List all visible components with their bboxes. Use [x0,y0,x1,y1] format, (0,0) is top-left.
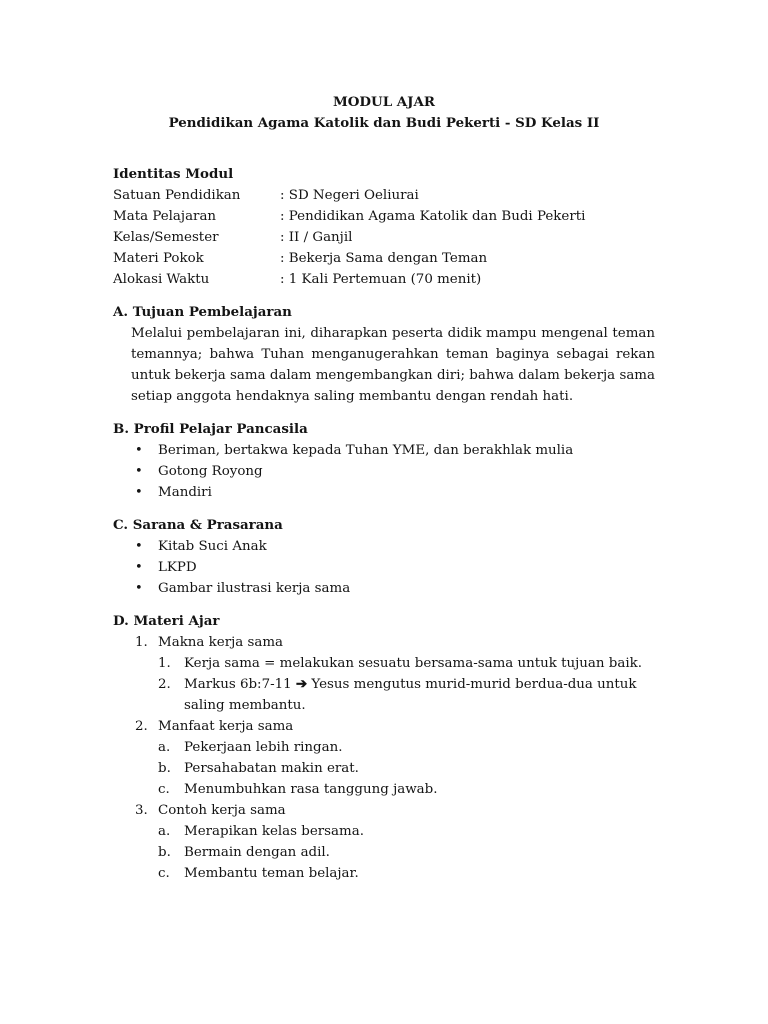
tujuan-heading: A. Tujuan Pembelajaran [113,304,292,320]
item-number: 3. [135,803,148,818]
subitem-number: 1. [158,656,171,671]
subitem-text: Pekerjaan lebih ringan. [184,740,343,755]
identitas-row [113,185,655,206]
sarana-list [113,536,655,599]
subitem-text: Merapikan kelas bersama. [184,824,364,839]
materi-item [113,800,655,884]
identitas-table [113,185,655,290]
subitem-text: Menumbuhkan rasa tanggung jawab. [184,782,438,797]
list-item-text: Kitab Suci Anak [158,539,267,554]
list-item [113,557,655,578]
subitem-number: b. [158,845,171,860]
subitem-text: Bermain dengan adil. [184,845,330,860]
materi-subitem [158,821,655,842]
list-item-text: Gambar ilustrasi kerja sama [158,581,351,596]
subitem-number: c. [158,866,170,881]
list-item-text: Beriman, bertakwa kepada Tuhan YME, dan berakhlak mulia [158,443,574,458]
identitas-value: : SD Negeri Oeliurai [280,188,419,203]
bullet-icon: • [135,485,143,500]
identitas-value: : Pendidikan Agama Katolik dan Budi Pekerti [280,209,586,224]
bullet-icon: • [135,581,143,596]
materi-item-label: Makna kerja sama [158,635,284,650]
materi-sublist [158,737,655,800]
subitem-number: b. [158,761,171,776]
list-item-text: LKPD [158,560,197,575]
item-number: 2. [135,719,148,734]
title-line-1: MODUL AJAR [332,94,436,110]
materi-subitem [158,863,655,884]
item-number: 1. [135,635,148,650]
list-item [113,578,655,599]
identitas-key: Satuan Pendidikan [113,188,241,203]
identitas-row [113,248,655,269]
materi-subitem [158,737,655,758]
materi-subitem [158,674,655,716]
subitem-number: 2. [158,677,171,692]
list-item [113,461,655,482]
bullet-icon: • [135,560,143,575]
materi-item [113,716,655,800]
materi-item-label: Manfaat kerja sama [158,719,294,734]
document-title [113,92,655,134]
arrow-right-icon: ➔ [295,676,308,692]
profil-heading: B. Profil Pelajar Pancasila [113,421,308,437]
identitas-value: : II / Ganjil [280,230,353,245]
bullet-icon: • [135,443,143,458]
identitas-row [113,269,655,290]
list-item-text: Gotong Royong [158,464,263,479]
profil-list [113,440,655,503]
materi-subitem [158,779,655,800]
subitem-number: a. [158,740,171,755]
identitas-heading: Identitas Modul [113,166,234,182]
bullet-icon: • [135,464,143,479]
list-item [113,536,655,557]
identitas-key: Kelas/Semester [113,230,219,245]
materi-subitem [158,758,655,779]
materi-item-label: Contoh kerja sama [158,803,286,818]
subitem-text: Persahabatan makin erat. [184,761,359,776]
materi-heading: D. Materi Ajar [113,613,220,629]
identitas-row [113,227,655,248]
identitas-row [113,206,655,227]
subitem-text-after: Yesus mengutus murid-murid berdua-dua untuk saling membantu. [184,677,637,713]
materi-subitem [158,842,655,863]
materi-sublist [158,653,655,716]
materi-sublist [158,821,655,884]
identitas-value: : Bekerja Sama dengan Teman [280,251,488,266]
bullet-icon: • [135,539,143,554]
materi-list [113,632,655,884]
identitas-key: Alokasi Waktu [113,272,210,287]
list-item-text: Mandiri [158,485,212,500]
identitas-key: Mata Pelajaran [113,209,217,224]
list-item [113,482,655,503]
subitem-number: a. [158,824,171,839]
subitem-text: Kerja sama = melakukan sesuatu bersama-sama untuk tujuan baik. [184,656,643,671]
subitem-text: Membantu teman belajar. [184,866,359,881]
identitas-key: Materi Pokok [113,251,204,266]
subitem-text-before: Markus 6b:7-11 [184,677,296,692]
identitas-value: : 1 Kali Pertemuan (70 menit) [280,272,482,287]
materi-item [113,632,655,716]
title-line-2: Pendidikan Agama Katolik dan Budi Pekerti - SD Kelas II [168,115,600,131]
tujuan-paragraph: Melalui pembelajaran ini, diharapkan peserta didik mampu mengenal teman temannya; bahwa Tuhan menganugerahkan teman baginya sebagai rekan untuk bekerja sama dalam mengembangkan diri; bahwa dalam bekerja sama setiap anggota hendaknya saling membantu dengan rendah hati. [131,326,655,404]
list-item [113,440,655,461]
subitem-number: c. [158,782,170,797]
document-page [113,92,655,884]
materi-subitem [158,653,655,674]
sarana-heading: C. Sarana & Prasarana [113,517,283,533]
